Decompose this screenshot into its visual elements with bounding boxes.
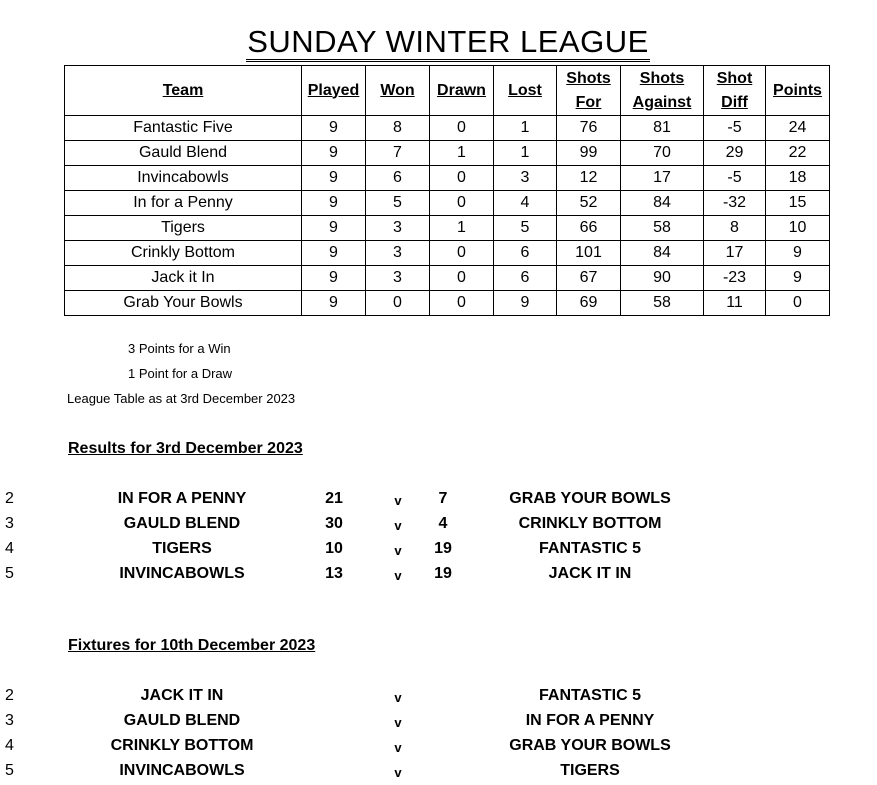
team-name-cell: Jack it In — [65, 266, 302, 291]
home-team: JACK IT IN — [140, 687, 224, 704]
row-number: 3 — [5, 712, 14, 729]
column-header-label: Drawn — [437, 81, 486, 99]
column-header — [302, 66, 366, 116]
stat-cell: 9 — [302, 216, 366, 241]
team-name-cell: Invincabowls — [65, 166, 302, 191]
stat-cell: 1 — [430, 141, 494, 166]
team-name-cell: Fantastic Five — [65, 116, 302, 141]
stat-cell: 9 — [302, 241, 366, 266]
stat-cell: 5 — [366, 191, 430, 216]
stat-cell: 1 — [430, 216, 494, 241]
team-name-cell: Grab Your Bowls — [65, 291, 302, 316]
row-number: 2 — [5, 687, 14, 704]
column-header — [557, 66, 621, 116]
stat-cell: 9 — [766, 266, 830, 291]
stat-cell: 0 — [430, 166, 494, 191]
stat-cell: 58 — [621, 216, 704, 241]
stat-cell: -23 — [704, 266, 766, 291]
away-score: 7 — [438, 490, 448, 507]
points-win-note: 3 Points for a Win — [128, 341, 231, 356]
away-team: IN FOR A PENNY — [525, 712, 655, 729]
column-header-label: For — [575, 93, 602, 111]
stat-cell: 66 — [557, 216, 621, 241]
stat-cell: 10 — [766, 216, 830, 241]
row-number: 2 — [5, 490, 14, 507]
table-row — [65, 191, 830, 216]
away-score: 19 — [434, 540, 452, 557]
stat-cell: 0 — [430, 266, 494, 291]
stat-cell: 69 — [557, 291, 621, 316]
stat-cell: 58 — [621, 291, 704, 316]
table-row — [65, 241, 830, 266]
stat-cell: 3 — [366, 241, 430, 266]
table-row — [65, 291, 830, 316]
home-score: 21 — [325, 490, 343, 507]
away-team: GRAB YOUR BOWLS — [509, 490, 671, 507]
stat-cell: -5 — [704, 116, 766, 141]
home-team: INVINCABOWLS — [119, 565, 245, 582]
team-name-cell: Gauld Blend — [65, 141, 302, 166]
home-team: GAULD BLEND — [123, 712, 241, 729]
league-table-body — [65, 116, 830, 316]
stat-cell: 4 — [494, 191, 557, 216]
stat-cell: 9 — [302, 266, 366, 291]
stat-cell: 1 — [494, 116, 557, 141]
column-header-label: Shot — [716, 69, 753, 87]
versus-label: v — [394, 518, 402, 533]
stat-cell: 9 — [302, 116, 366, 141]
column-header — [766, 66, 830, 116]
stat-cell: 84 — [621, 191, 704, 216]
column-header-label: Lost — [508, 81, 542, 99]
table-row — [65, 266, 830, 291]
stat-cell: -5 — [704, 166, 766, 191]
home-score: 10 — [325, 540, 343, 557]
table-row — [65, 216, 830, 241]
away-team: FANTASTIC 5 — [539, 687, 641, 704]
stat-cell: 17 — [704, 241, 766, 266]
column-header-label: Team — [162, 81, 204, 99]
column-header — [494, 66, 557, 116]
versus-label: v — [394, 715, 402, 730]
team-name-cell: Tigers — [65, 216, 302, 241]
row-number: 3 — [5, 515, 14, 532]
stat-cell: 81 — [621, 116, 704, 141]
away-team: JACK IT IN — [548, 565, 632, 582]
page-title — [0, 22, 877, 62]
league-table — [64, 65, 830, 316]
league-table-header-row — [65, 66, 830, 116]
away-team: TIGERS — [560, 762, 620, 779]
stat-cell: 0 — [430, 116, 494, 141]
versus-label: v — [394, 690, 402, 705]
points-draw-note: 1 Point for a Draw — [128, 366, 233, 381]
versus-label: v — [394, 543, 402, 558]
result-row — [0, 486, 877, 511]
stat-cell: 76 — [557, 116, 621, 141]
result-row — [0, 511, 877, 536]
stat-cell: 29 — [704, 141, 766, 166]
home-team: CRINKLY BOTTOM — [110, 737, 254, 754]
fixtures-heading: Fixtures for 10th December 2023 — [68, 637, 316, 654]
stat-cell: 84 — [621, 241, 704, 266]
stat-cell: 24 — [766, 116, 830, 141]
table-row — [65, 116, 830, 141]
column-header-label: Shots — [639, 69, 685, 87]
column-header — [65, 66, 302, 116]
stat-cell: 0 — [430, 291, 494, 316]
versus-label: v — [394, 740, 402, 755]
home-team: TIGERS — [152, 540, 212, 557]
stat-cell: 8 — [704, 216, 766, 241]
away-score: 19 — [434, 565, 452, 582]
team-name-cell: Crinkly Bottom — [65, 241, 302, 266]
results-heading: Results for 3rd December 2023 — [68, 440, 303, 457]
away-score: 4 — [438, 515, 448, 532]
column-header-label: Shots — [566, 69, 611, 87]
home-score: 13 — [325, 565, 343, 582]
column-header — [704, 66, 766, 116]
stat-cell: 22 — [766, 141, 830, 166]
table-date-note: League Table as at 3rd December 2023 — [67, 391, 296, 406]
away-team: FANTASTIC 5 — [539, 540, 641, 557]
stat-cell: 3 — [366, 266, 430, 291]
column-header — [621, 66, 704, 116]
page-title-text: SUNDAY WINTER LEAGUE — [246, 25, 650, 62]
fixture-row — [0, 733, 877, 758]
column-header-label: Points — [773, 81, 822, 99]
stat-cell: 52 — [557, 191, 621, 216]
away-team: CRINKLY BOTTOM — [518, 515, 662, 532]
stat-cell: 18 — [766, 166, 830, 191]
versus-label: v — [394, 568, 402, 583]
stat-cell: -32 — [704, 191, 766, 216]
home-team: IN FOR A PENNY — [117, 490, 247, 507]
stat-cell: 0 — [766, 291, 830, 316]
stat-cell: 5 — [494, 216, 557, 241]
stat-cell: 99 — [557, 141, 621, 166]
column-header-label: Diff — [721, 93, 748, 111]
stat-cell: 6 — [494, 241, 557, 266]
stat-cell: 9 — [302, 166, 366, 191]
column-header — [366, 66, 430, 116]
stat-cell: 9 — [302, 291, 366, 316]
column-header-label: Won — [380, 81, 415, 99]
column-header-label: Played — [307, 81, 360, 99]
stat-cell: 70 — [621, 141, 704, 166]
stat-cell: 9 — [302, 141, 366, 166]
result-row — [0, 536, 877, 561]
home-score: 30 — [325, 515, 343, 532]
table-row — [65, 141, 830, 166]
stat-cell: 9 — [494, 291, 557, 316]
column-header — [430, 66, 494, 116]
home-team: GAULD BLEND — [123, 515, 241, 532]
result-row — [0, 561, 877, 586]
stat-cell: 7 — [366, 141, 430, 166]
stat-cell: 12 — [557, 166, 621, 191]
row-number: 4 — [5, 737, 14, 754]
versus-label: v — [394, 493, 402, 508]
stat-cell: 1 — [494, 141, 557, 166]
table-row — [65, 166, 830, 191]
stat-cell: 6 — [494, 266, 557, 291]
stat-cell: 101 — [557, 241, 621, 266]
stat-cell: 9 — [766, 241, 830, 266]
fixture-row — [0, 683, 877, 708]
stat-cell: 3 — [366, 216, 430, 241]
column-header-label: Against — [632, 93, 692, 111]
home-team: INVINCABOWLS — [119, 762, 245, 779]
stat-cell: 0 — [430, 241, 494, 266]
team-name-cell: In for a Penny — [65, 191, 302, 216]
stat-cell: 8 — [366, 116, 430, 141]
stat-cell: 0 — [366, 291, 430, 316]
stat-cell: 67 — [557, 266, 621, 291]
row-number: 4 — [5, 540, 14, 557]
stat-cell: 15 — [766, 191, 830, 216]
fixture-row — [0, 708, 877, 733]
row-number: 5 — [5, 762, 14, 779]
stat-cell: 6 — [366, 166, 430, 191]
stat-cell: 17 — [621, 166, 704, 191]
row-number: 5 — [5, 565, 14, 582]
fixture-row — [0, 758, 877, 783]
away-team: GRAB YOUR BOWLS — [509, 737, 671, 754]
versus-label: v — [394, 765, 402, 780]
stat-cell: 3 — [494, 166, 557, 191]
stat-cell: 11 — [704, 291, 766, 316]
stat-cell: 90 — [621, 266, 704, 291]
stat-cell: 9 — [302, 191, 366, 216]
stat-cell: 0 — [430, 191, 494, 216]
